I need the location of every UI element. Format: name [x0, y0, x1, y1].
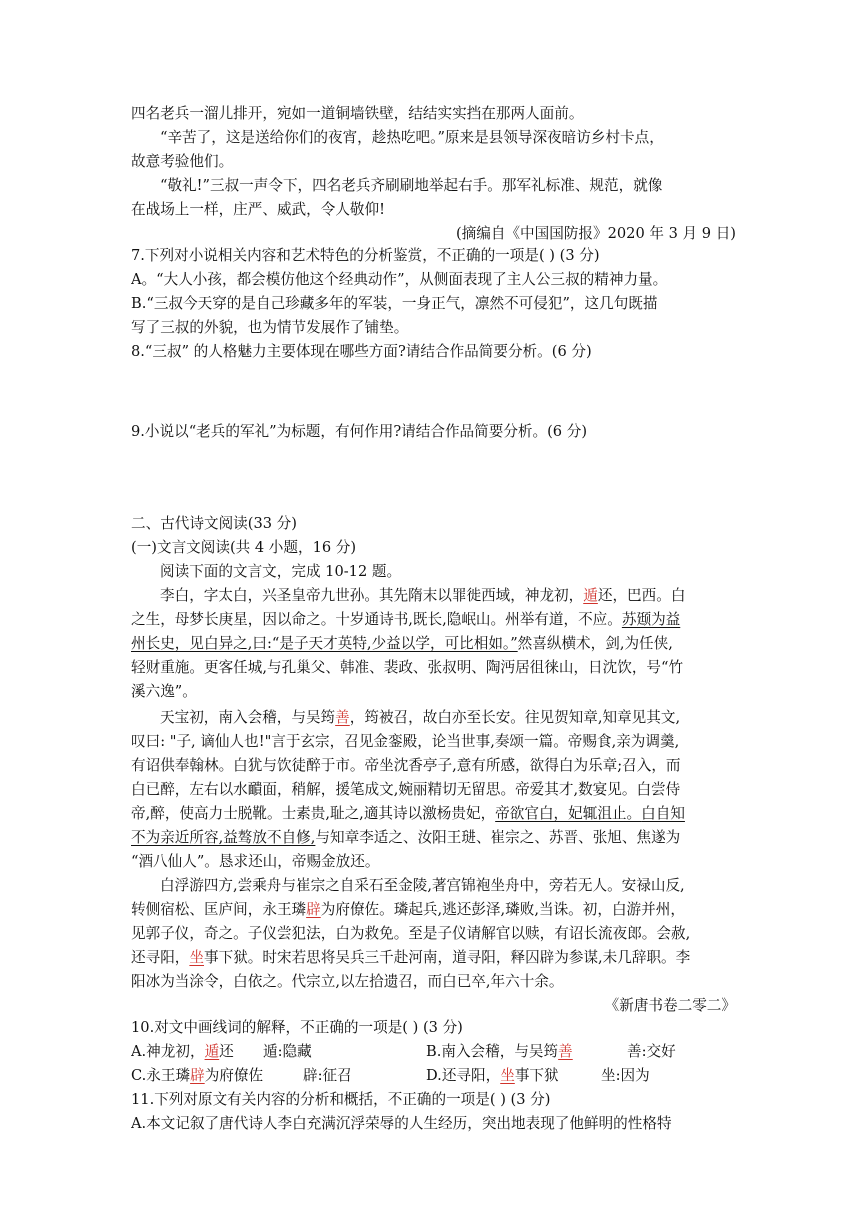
question-9-stem: 9.小说以“老兵的军礼”为标题，有何作用?请结合作品简要分析。(6 分): [131, 423, 588, 440]
underlined-sentence: 苏颋为益: [621, 611, 681, 628]
underlined-word: 辟: [306, 901, 321, 918]
passage-line: 州长史，见白异之,曰:“是子天才英特,少益以学，可比相如。”然喜纵横术，剑,为任侠,: [131, 635, 673, 652]
passage-line: 白已醉，左右以水靧面，稍解，援笔成文,婉丽精切无留思。帝爱其才,数宴见。白尝侍: [131, 781, 681, 798]
option-a: A.神龙初，遁还: [131, 1043, 234, 1060]
question-11-option-a: A.本文记叙了唐代诗人李白充满沉浮荣辱的人生经历，突出地表现了他鲜明的性格特: [131, 1115, 672, 1132]
question-11-stem: 11.下列对原文有关内容的分析和概括，不正确的一项是( ) (3 分): [131, 1091, 551, 1108]
section-title: 二、古代诗文阅读(33 分): [131, 515, 297, 532]
option-a-gloss: 遁:隐藏: [263, 1043, 312, 1060]
passage-line: “酒八仙人”。恳求还山，帝赐金放还。: [131, 853, 380, 870]
passage-line: 有诏供奉翰林。白犹与饮徒醉于市。帝坐沈香亭子,意有所感，欲得白为乐章;召入，而: [131, 757, 681, 774]
option-c: C.永王璘辟为府僚佐: [131, 1067, 264, 1084]
story-paragraph-line: 四名老兵一溜儿排开，宛如一道铜墙铁壁，结结实实挡在那两人面前。: [131, 105, 584, 122]
option-d: D.还寻阳，坐事下狱: [426, 1067, 559, 1084]
passage-line: 白浮游四方,尝乘舟与崔宗之自采石至金陵,著宫锦袍坐舟中，旁若无人。安禄山反,: [160, 877, 685, 894]
story-paragraph-line: “敬礼!”三叔一声令下，四名老兵齐刷刷地举起右手。那军礼标准、规范，就像: [160, 177, 663, 194]
passage-line: 见郭子仪，奇之。子仪尝犯法，白为救免。至是子仪请解官以赎，有诏长流夜郎。会赦,: [131, 925, 691, 942]
question-7-option-a: A。“大人小孩，都会模仿他这个经典动作”，从侧面表现了主人公三叔的精神力量。: [131, 271, 668, 288]
underlined-sentence: 帝欲官白，妃辄沮止。: [495, 805, 642, 822]
question-10-options-ab: [131, 1040, 741, 1064]
underlined-sentence: 白自知: [641, 805, 685, 822]
passage-line: 之生，母梦长庚星，因以命之。十岁通诗书,既长,隐岷山。州举有道，不应。苏颋为益: [131, 611, 681, 628]
story-paragraph-line: 在战场上一样，庄严、威武，令人敬仰!: [131, 201, 385, 218]
passage-line: 还寻阳，坐事下狱。时宋若思将吴兵三千赴河南，道寻阳，释囚辟为参谋,未几辞职。李: [131, 949, 691, 966]
passage-line: 转侧宿松、匡庐间，永王璘辟为府僚佐。璘起兵,逃还彭泽,璘败,当诛。初，白游并州，: [131, 901, 685, 918]
instruction: 阅读下面的文言文，完成 10-12 题。: [160, 563, 402, 580]
question-8-stem: 8.“三叔” 的人格魅力主要体现在哪些方面?请结合作品简要分析。(6 分): [131, 343, 592, 360]
underlined-word: 遁: [583, 587, 598, 604]
underlined-word: 善: [335, 709, 350, 726]
story-paragraph-line: 故意考验他们。: [131, 153, 234, 170]
question-7-option-b-cont: 写了三叔的外貌，也为情节发展作了铺垫。: [131, 319, 409, 336]
underlined-sentence: 州长史，见白异之,曰:“是子天才英特,少益以学，可比相如。”: [131, 635, 518, 652]
passage-line: 帝,醉，使高力士脱靴。士素贵,耻之,適其诗以激杨贵妃，帝欲官白，妃辄沮止。白自知: [131, 805, 685, 822]
passage-line: 天宝初，南入会稽，与吴筠善，筠被召，故白亦至长安。往见贺知章,知章见其文,: [160, 709, 681, 726]
subsection-title: (一)文言文阅读(共 4 小题，16 分): [131, 539, 357, 556]
passage-line: 不为亲近所容,益骜放不自修,与知章李适之、汝阳王琎、崔宗之、苏晋、张旭、焦遂为: [131, 829, 681, 846]
passage-line: 叹曰: "子, 谪仙人也!"言于玄宗，召见金銮殿，论当世事,奏颂一篇。帝赐食,亲为调羹,: [131, 733, 680, 750]
passage-line: 轻财重施。更客任城,与孔巢父、韩准、裴政、张叔明、陶沔居徂徕山，日沈饮，号“竹: [131, 659, 684, 676]
story-source: (摘编自《中国国防报》2020 年 3 月 9 日): [455, 225, 736, 242]
option-b: B.南入会稽，与吴筠善: [426, 1043, 573, 1060]
option-b-gloss: 善:交好: [627, 1043, 676, 1060]
question-10-options-cd: [131, 1064, 741, 1088]
question-10-stem: 10.对文中画线词的解释，不正确的一项是( ) (3 分): [131, 1019, 463, 1036]
story-paragraph-line: “辛苦了，这是送给你们的夜宵，趁热吃吧。”原来是县领导深夜暗访乡村卡点，: [160, 129, 664, 146]
option-d-gloss: 坐:因为: [601, 1067, 650, 1084]
underlined-sentence: 不为亲近所容,益骜放不自修,: [131, 829, 316, 846]
underlined-word: 坐: [189, 949, 204, 966]
passage-line: 溪六逸”。: [131, 683, 197, 700]
question-7-stem: 7.下列对小说相关内容和艺术特色的分析鉴赏，不正确的一项是( ) (3 分): [131, 247, 600, 264]
question-7-option-b: B.“三叔今天穿的是自己珍藏多年的军装，一身正气，凛然不可侵犯”，这几句既描: [131, 295, 658, 312]
passage-line: 阳冰为当涂令，白依之。代宗立,以左拾遗召，而白已卒,年六十余。: [131, 973, 564, 990]
option-c-gloss: 辟:征召: [303, 1067, 352, 1084]
passage-source: 《新唐书卷二零二》: [604, 997, 736, 1014]
passage-line: 李白，字太白，兴圣皇帝九世孙。其先隋末以罪徙西域，神龙初，遁还，巴西。白: [160, 587, 686, 604]
